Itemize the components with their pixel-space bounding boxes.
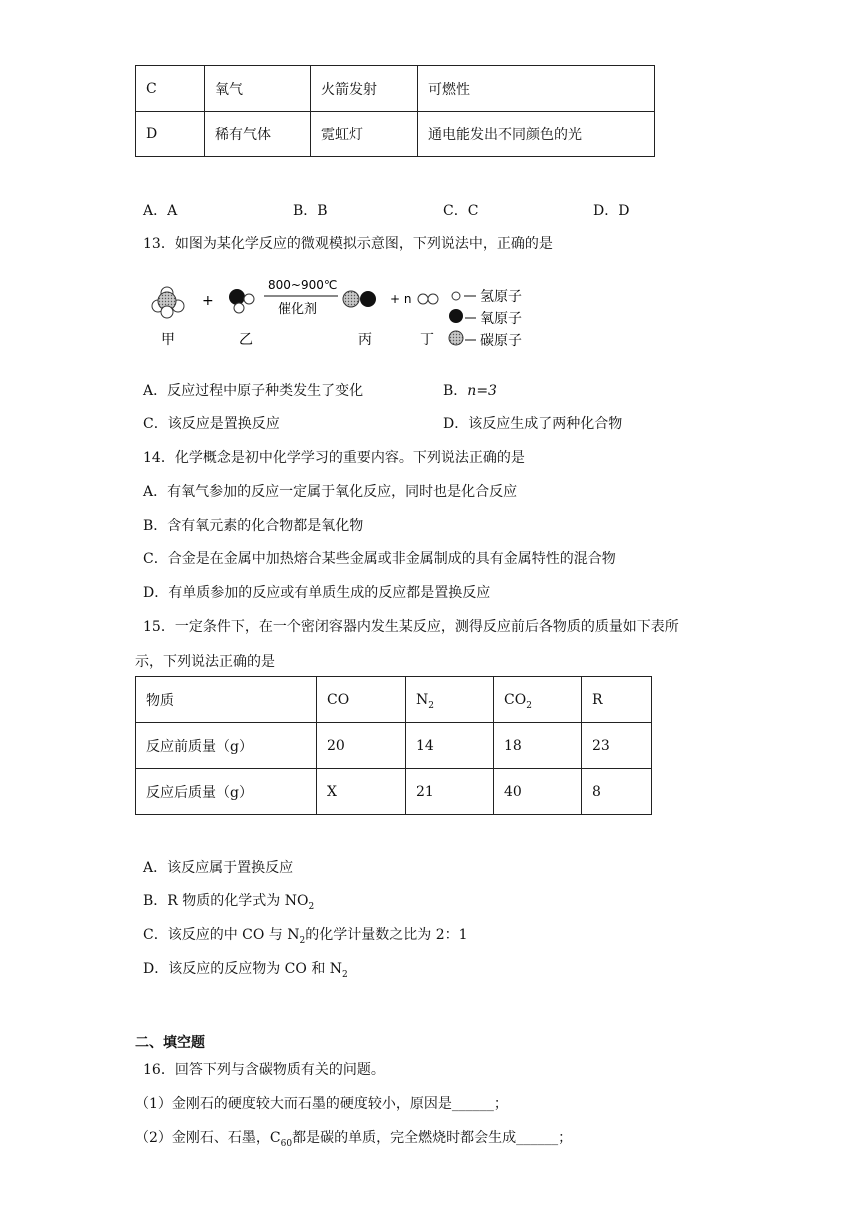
q15-stem-line1: 15．一定条件下，在一个密闭容器内发生某反应，测得反应前后各物质的质量如下表所 [143,619,679,635]
table-cell: 反应前质量（g） [136,723,317,769]
label-bing: 丙 [358,332,372,348]
q14-option-c: C．合金是在金属中加热熔合某些金属或非金属制成的具有金属特性的混合物 [143,551,616,567]
header-n-subscript: 2 [428,700,434,711]
subscript: 2 [342,970,348,980]
legend-oxygen: 氧原子 [480,311,522,327]
q13-stem: 13．如图为某化学反应的微观模拟示意图，下列说法中，正确的是 [143,236,553,252]
q16-part2-text: （2）金刚石、石墨，C [135,1130,281,1146]
q14-option-a: A．有氧气参加的反应一定属于氧化反应，同时也是化合反应 [143,484,518,500]
q13-option-b-value: n=3 [467,383,497,399]
table-header [494,677,582,723]
q13-option-d: D．该反应生成了两种化合物 [443,416,623,432]
table-cell: 14 [406,723,494,769]
table-row [136,723,652,769]
q14-stem: 14．化学概念是初中化学学习的重要内容。下列说法正确的是 [143,450,525,466]
table-header: R [582,677,652,723]
table-row [136,66,655,112]
n-coefficient: + n [390,292,412,306]
q15-option-b-text: B．R 物质的化学式为 NO [143,893,309,909]
table-header [406,677,494,723]
subscript: 60 [280,1139,293,1149]
h2-molecule [418,294,438,304]
mass-table [135,676,652,815]
water-molecule [229,289,254,313]
q15-option-a: A．该反应属于置换反应 [143,860,294,876]
property-table [135,65,655,157]
table-cell: 18 [494,723,582,769]
table-header-row [136,677,652,723]
table-cell: 反应后质量（g） [136,769,317,815]
table-cell: 霓虹灯 [311,112,418,157]
condition-temperature: 800~900℃ [268,278,338,292]
table-cell: 20 [317,723,406,769]
header-co: CO [504,691,527,708]
table-cell: X [317,769,406,815]
section-heading: 二、填空题 [135,1035,205,1051]
table-cell: C [136,66,205,112]
q15-option-d [143,958,348,978]
table-cell: 氧气 [205,66,311,112]
table-cell: 火箭发射 [311,66,418,112]
table-cell: 40 [494,769,582,815]
header-co-subscript: 2 [526,700,532,711]
legend-hydrogen: 氢原子 [480,289,522,305]
q13-option-c: C．该反应是置换反应 [143,416,280,432]
q16-part2 [135,1127,572,1147]
q15-option-c-text: C．该反应的中 CO 与 N [143,927,300,943]
table-cell: 21 [406,769,494,815]
table-cell: 23 [582,723,652,769]
q12-option-a: A．A [143,203,178,219]
q14-option-b: B．含有氧元素的化合物都是氧化物 [143,518,364,534]
table-cell: 通电能发出不同颜色的光 [418,112,655,157]
q13-option-b [443,380,497,400]
header-n: N [416,691,429,708]
q16-part2-text-end: 都是碳的单质，完全燃烧时都会生成______； [292,1130,573,1146]
q13-option-b-label: B． [443,383,468,399]
table-cell: 稀有气体 [205,112,311,157]
q16-stem: 16．回答下列与含碳物质有关的问题。 [143,1062,385,1078]
table-cell: 8 [582,769,652,815]
plus-sign: + [202,293,214,309]
q15-option-d-text: D．该反应的反应物为 CO 和 N [143,961,343,977]
q16-part1: （1）金刚石的硬度较大而石墨的硬度较小，原因是______； [135,1096,508,1112]
q15-option-b [143,890,314,910]
subscript: 2 [308,902,315,912]
co-molecule [343,291,376,307]
q12-option-d: D．D [593,203,630,219]
table-header: 物质 [136,677,317,723]
table-cell: 可燃性 [418,66,655,112]
q14-option-d: D．有单质参加的反应或有单质生成的反应都是置换反应 [143,585,491,601]
legend-carbon: 碳原子 [480,333,522,349]
q12-option-b: B．B [293,203,328,219]
reaction-diagram [140,270,560,355]
methane-molecule [152,287,184,318]
q15-stem-line2: 示，下列说法正确的是 [135,654,275,670]
label-yi: 乙 [239,332,253,348]
q15-option-c-text-end: 的化学计量数之比为 2：1 [305,927,468,943]
q15-option-c [143,924,468,944]
table-row [136,769,652,815]
condition-catalyst: 催化剂 [278,302,318,317]
label-jia: 甲 [161,332,175,348]
q12-option-c: C．C [443,203,479,219]
q13-option-a: A．反应过程中原子种类发生了变化 [143,383,364,399]
table-row [136,112,655,157]
table-header: CO [317,677,406,723]
legend [449,289,522,349]
table-cell: D [136,112,205,157]
label-ding: 丁 [420,332,434,348]
subscript: 2 [299,936,306,946]
